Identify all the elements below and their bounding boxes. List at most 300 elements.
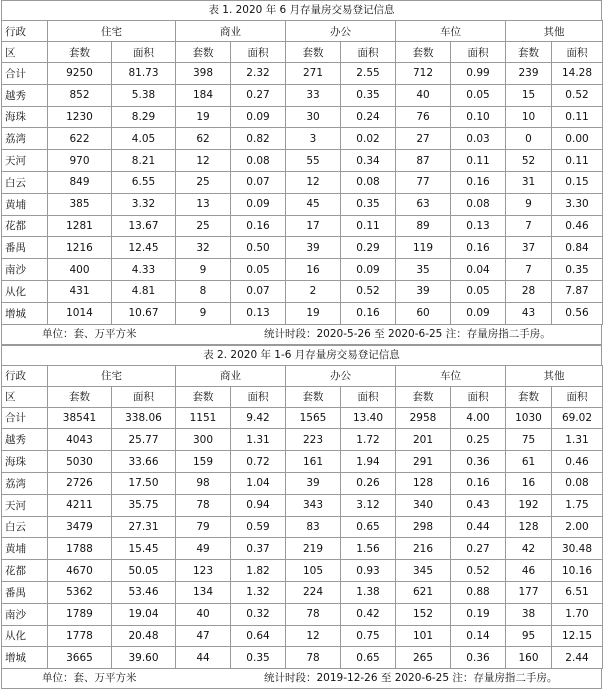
- value-cell: 53.46: [112, 581, 176, 603]
- value-cell: 4.00: [451, 407, 506, 429]
- table-row: [2, 538, 603, 560]
- value-cell: 161: [286, 451, 341, 473]
- value-cell: 216: [396, 538, 451, 560]
- group-header-residential: 住宅: [48, 365, 176, 386]
- value-cell: 60: [396, 302, 451, 324]
- value-cell: 184: [176, 84, 231, 106]
- table-row: [2, 128, 603, 150]
- value-cell: 0.65: [341, 647, 396, 669]
- table-row: [2, 451, 603, 473]
- sub-header-area: 面积: [451, 386, 506, 407]
- value-cell: 0.26: [341, 472, 396, 494]
- value-cell: 0.35: [231, 647, 286, 669]
- value-cell: 0: [506, 128, 552, 150]
- value-cell: 1.31: [552, 429, 603, 451]
- value-cell: 0.27: [451, 538, 506, 560]
- group-header-office: 办公: [286, 21, 396, 42]
- table2-title: 表 2. 2020 年 1-6 月存量房交易登记信息: [1, 345, 602, 365]
- district-cell: 番禺: [2, 237, 48, 259]
- value-cell: 35.75: [112, 494, 176, 516]
- value-cell: 0.09: [341, 259, 396, 281]
- value-cell: 32: [176, 237, 231, 259]
- sub-header-count: 套数: [396, 386, 451, 407]
- value-cell: 2.32: [231, 63, 286, 85]
- value-cell: 0.05: [451, 280, 506, 302]
- value-cell: 105: [286, 560, 341, 582]
- value-cell: 0.16: [451, 472, 506, 494]
- value-cell: 1788: [48, 538, 112, 560]
- value-cell: 1.75: [552, 494, 603, 516]
- value-cell: 0.05: [451, 84, 506, 106]
- value-cell: 400: [48, 259, 112, 281]
- value-cell: 1565: [286, 407, 341, 429]
- value-cell: 6.51: [552, 581, 603, 603]
- value-cell: 0.27: [231, 84, 286, 106]
- value-cell: 1216: [48, 237, 112, 259]
- value-cell: 20.48: [112, 625, 176, 647]
- table-row: [2, 259, 603, 281]
- value-cell: 17.50: [112, 472, 176, 494]
- table1-title: 表 1. 2020 年 6 月存量房交易登记信息: [1, 0, 602, 20]
- table-row: [2, 625, 603, 647]
- value-cell: 33: [286, 84, 341, 106]
- table2: [1, 365, 603, 670]
- table-row: [2, 193, 603, 215]
- value-cell: 0.16: [451, 171, 506, 193]
- value-cell: 0.05: [231, 259, 286, 281]
- value-cell: 7.87: [552, 280, 603, 302]
- value-cell: 9: [176, 302, 231, 324]
- value-cell: 0.35: [552, 259, 603, 281]
- value-cell: 1030: [506, 407, 552, 429]
- value-cell: 0.35: [341, 193, 396, 215]
- table2-note: 统计时段：2019-12-26 至 2020-6-25 注：存量房指二手房。: [264, 672, 558, 685]
- value-cell: 27.31: [112, 516, 176, 538]
- district-cell: 合计: [2, 63, 48, 85]
- table1-unit: 单位：套、万平方米: [42, 327, 137, 340]
- value-cell: 0.25: [451, 429, 506, 451]
- value-cell: 2958: [396, 407, 451, 429]
- value-cell: 849: [48, 171, 112, 193]
- value-cell: 970: [48, 150, 112, 172]
- value-cell: 1.32: [231, 581, 286, 603]
- table-row: [2, 494, 603, 516]
- district-cell: 白云: [2, 171, 48, 193]
- sub-header-count: 套数: [506, 42, 552, 63]
- sub-header-count: 套数: [48, 386, 112, 407]
- value-cell: 2.55: [341, 63, 396, 85]
- value-cell: 16: [506, 472, 552, 494]
- value-cell: 8: [176, 280, 231, 302]
- district-cell: 南沙: [2, 259, 48, 281]
- group-header-parking: 车位: [396, 365, 506, 386]
- value-cell: 38541: [48, 407, 112, 429]
- sub-header-count: 套数: [176, 386, 231, 407]
- value-cell: 30: [286, 106, 341, 128]
- value-cell: 89: [396, 215, 451, 237]
- value-cell: 0.64: [231, 625, 286, 647]
- value-cell: 0.11: [552, 150, 603, 172]
- sub-header-area: 面积: [451, 42, 506, 63]
- district-cell: 花都: [2, 560, 48, 582]
- value-cell: 0.02: [341, 128, 396, 150]
- value-cell: 852: [48, 84, 112, 106]
- table-row: [2, 215, 603, 237]
- value-cell: 15.45: [112, 538, 176, 560]
- value-cell: 0.19: [451, 603, 506, 625]
- table-row: [2, 581, 603, 603]
- table2-body: [2, 407, 603, 669]
- district-cell: 增城: [2, 647, 48, 669]
- value-cell: 31: [506, 171, 552, 193]
- value-cell: 1.31: [231, 429, 286, 451]
- value-cell: 0.09: [231, 193, 286, 215]
- value-cell: 0.16: [451, 237, 506, 259]
- value-cell: 76: [396, 106, 451, 128]
- table-row: [2, 407, 603, 429]
- value-cell: 177: [506, 581, 552, 603]
- table-row: [2, 560, 603, 582]
- value-cell: 1230: [48, 106, 112, 128]
- value-cell: 0.43: [451, 494, 506, 516]
- value-cell: 0.65: [341, 516, 396, 538]
- value-cell: 3479: [48, 516, 112, 538]
- value-cell: 0.72: [231, 451, 286, 473]
- value-cell: 78: [286, 647, 341, 669]
- table-row: [2, 516, 603, 538]
- value-cell: 78: [286, 603, 341, 625]
- value-cell: 192: [506, 494, 552, 516]
- value-cell: 128: [396, 472, 451, 494]
- value-cell: 1.82: [231, 560, 286, 582]
- value-cell: 0.14: [451, 625, 506, 647]
- value-cell: 39: [286, 472, 341, 494]
- value-cell: 25: [176, 215, 231, 237]
- value-cell: 3: [286, 128, 341, 150]
- value-cell: 0.10: [451, 106, 506, 128]
- value-cell: 0.46: [552, 215, 603, 237]
- value-cell: 159: [176, 451, 231, 473]
- table-row: [2, 302, 603, 324]
- value-cell: 4.33: [112, 259, 176, 281]
- value-cell: 2.44: [552, 647, 603, 669]
- district-cell: 增城: [2, 302, 48, 324]
- value-cell: 0.32: [231, 603, 286, 625]
- table-row: [2, 472, 603, 494]
- value-cell: 219: [286, 538, 341, 560]
- value-cell: 12.45: [112, 237, 176, 259]
- value-cell: 271: [286, 63, 341, 85]
- value-cell: 0.36: [451, 647, 506, 669]
- value-cell: 431: [48, 280, 112, 302]
- sub-header-count: 套数: [48, 42, 112, 63]
- value-cell: 1.56: [341, 538, 396, 560]
- value-cell: 0.13: [231, 302, 286, 324]
- sub-header-area: 面积: [112, 42, 176, 63]
- value-cell: 398: [176, 63, 231, 85]
- sub-header-count: 套数: [286, 386, 341, 407]
- value-cell: 10.67: [112, 302, 176, 324]
- value-cell: 0.34: [341, 150, 396, 172]
- value-cell: 79: [176, 516, 231, 538]
- value-cell: 201: [396, 429, 451, 451]
- value-cell: 49: [176, 538, 231, 560]
- sub-header-area: 面积: [112, 386, 176, 407]
- district-cell: 黄埔: [2, 193, 48, 215]
- value-cell: 0.07: [231, 280, 286, 302]
- value-cell: 9: [176, 259, 231, 281]
- district-cell: 花都: [2, 215, 48, 237]
- value-cell: 9250: [48, 63, 112, 85]
- value-cell: 123: [176, 560, 231, 582]
- value-cell: 0.07: [231, 171, 286, 193]
- value-cell: 1778: [48, 625, 112, 647]
- value-cell: 44: [176, 647, 231, 669]
- value-cell: 0.08: [552, 472, 603, 494]
- district-cell: 荔湾: [2, 472, 48, 494]
- district-cell: 从化: [2, 625, 48, 647]
- value-cell: 16: [286, 259, 341, 281]
- value-cell: 0.16: [231, 215, 286, 237]
- value-cell: 52: [506, 150, 552, 172]
- value-cell: 0.50: [231, 237, 286, 259]
- group-header-office: 办公: [286, 365, 396, 386]
- value-cell: 0.08: [231, 150, 286, 172]
- district-cell: 天河: [2, 150, 48, 172]
- table-row: [2, 84, 603, 106]
- sub-header-count: 套数: [176, 42, 231, 63]
- value-cell: 0.03: [451, 128, 506, 150]
- value-cell: 0.82: [231, 128, 286, 150]
- district-cell: 从化: [2, 280, 48, 302]
- value-cell: 12: [176, 150, 231, 172]
- table1-body: [2, 63, 603, 325]
- value-cell: 0.00: [552, 128, 603, 150]
- value-cell: 19.04: [112, 603, 176, 625]
- value-cell: 12: [286, 171, 341, 193]
- value-cell: 14.28: [552, 63, 603, 85]
- value-cell: 37: [506, 237, 552, 259]
- value-cell: 30.48: [552, 538, 603, 560]
- table2-block: [1, 345, 602, 689]
- table-row: [2, 429, 603, 451]
- value-cell: 10: [506, 106, 552, 128]
- value-cell: 0.04: [451, 259, 506, 281]
- value-cell: 5030: [48, 451, 112, 473]
- value-cell: 3.12: [341, 494, 396, 516]
- value-cell: 0.59: [231, 516, 286, 538]
- value-cell: 25: [176, 171, 231, 193]
- district-cell: 越秀: [2, 429, 48, 451]
- value-cell: 0.46: [552, 451, 603, 473]
- table-row: [2, 150, 603, 172]
- value-cell: 0.13: [451, 215, 506, 237]
- value-cell: 340: [396, 494, 451, 516]
- value-cell: 46: [506, 560, 552, 582]
- value-cell: 712: [396, 63, 451, 85]
- value-cell: 15: [506, 84, 552, 106]
- value-cell: 95: [506, 625, 552, 647]
- district-cell: 南沙: [2, 603, 48, 625]
- value-cell: 1014: [48, 302, 112, 324]
- value-cell: 1151: [176, 407, 231, 429]
- value-cell: 9.42: [231, 407, 286, 429]
- value-cell: 33.66: [112, 451, 176, 473]
- value-cell: 78: [176, 494, 231, 516]
- value-cell: 63: [396, 193, 451, 215]
- value-cell: 4670: [48, 560, 112, 582]
- value-cell: 0.56: [552, 302, 603, 324]
- value-cell: 0.52: [341, 280, 396, 302]
- value-cell: 0.11: [552, 106, 603, 128]
- value-cell: 40: [396, 84, 451, 106]
- value-cell: 119: [396, 237, 451, 259]
- value-cell: 13: [176, 193, 231, 215]
- value-cell: 0.09: [451, 302, 506, 324]
- value-cell: 98: [176, 472, 231, 494]
- sub-header-area: 面积: [231, 42, 286, 63]
- value-cell: 12: [286, 625, 341, 647]
- district-header: 行政: [2, 365, 48, 386]
- sub-header-count: 套数: [396, 42, 451, 63]
- district-cell: 海珠: [2, 451, 48, 473]
- value-cell: 17: [286, 215, 341, 237]
- value-cell: 4.81: [112, 280, 176, 302]
- group-header-other: 其他: [506, 21, 603, 42]
- value-cell: 0.09: [231, 106, 286, 128]
- value-cell: 38: [506, 603, 552, 625]
- value-cell: 19: [286, 302, 341, 324]
- value-cell: 39: [286, 237, 341, 259]
- value-cell: 0.24: [341, 106, 396, 128]
- value-cell: 0.08: [341, 171, 396, 193]
- district-cell: 荔湾: [2, 128, 48, 150]
- value-cell: 0.99: [451, 63, 506, 85]
- district-cell: 黄埔: [2, 538, 48, 560]
- value-cell: 0.11: [341, 215, 396, 237]
- value-cell: 345: [396, 560, 451, 582]
- value-cell: 0.42: [341, 603, 396, 625]
- report: [1, 0, 602, 689]
- value-cell: 343: [286, 494, 341, 516]
- value-cell: 77: [396, 171, 451, 193]
- table-row: [2, 106, 603, 128]
- group-header-commercial: 商业: [176, 365, 286, 386]
- value-cell: 69.02: [552, 407, 603, 429]
- value-cell: 62: [176, 128, 231, 150]
- table-row: [2, 647, 603, 669]
- district-cell: 合计: [2, 407, 48, 429]
- table-row: [2, 171, 603, 193]
- district-cell: 海珠: [2, 106, 48, 128]
- value-cell: 50.05: [112, 560, 176, 582]
- value-cell: 338.06: [112, 407, 176, 429]
- district-header-2: 区: [2, 386, 48, 407]
- value-cell: 152: [396, 603, 451, 625]
- table2-footer: [1, 669, 602, 689]
- value-cell: 385: [48, 193, 112, 215]
- value-cell: 39: [396, 280, 451, 302]
- value-cell: 0.88: [451, 581, 506, 603]
- value-cell: 3.30: [552, 193, 603, 215]
- value-cell: 4043: [48, 429, 112, 451]
- value-cell: 0.52: [552, 84, 603, 106]
- value-cell: 0.93: [341, 560, 396, 582]
- value-cell: 27: [396, 128, 451, 150]
- value-cell: 2: [286, 280, 341, 302]
- sub-header-area: 面积: [341, 386, 396, 407]
- district-cell: 白云: [2, 516, 48, 538]
- district-cell: 天河: [2, 494, 48, 516]
- value-cell: 0.52: [451, 560, 506, 582]
- table1-block: [1, 0, 602, 345]
- sub-header-area: 面积: [231, 386, 286, 407]
- table-row: [2, 237, 603, 259]
- value-cell: 160: [506, 647, 552, 669]
- value-cell: 223: [286, 429, 341, 451]
- value-cell: 1.70: [552, 603, 603, 625]
- value-cell: 9: [506, 193, 552, 215]
- group-header-commercial: 商业: [176, 21, 286, 42]
- sub-header-count: 套数: [506, 386, 552, 407]
- value-cell: 0.15: [552, 171, 603, 193]
- value-cell: 87: [396, 150, 451, 172]
- value-cell: 4211: [48, 494, 112, 516]
- district-cell: 番禺: [2, 581, 48, 603]
- value-cell: 1789: [48, 603, 112, 625]
- value-cell: 5362: [48, 581, 112, 603]
- value-cell: 42: [506, 538, 552, 560]
- value-cell: 81.73: [112, 63, 176, 85]
- value-cell: 239: [506, 63, 552, 85]
- group-header-other: 其他: [506, 365, 603, 386]
- value-cell: 40: [176, 603, 231, 625]
- value-cell: 1.38: [341, 581, 396, 603]
- value-cell: 75: [506, 429, 552, 451]
- value-cell: 2.00: [552, 516, 603, 538]
- value-cell: 19: [176, 106, 231, 128]
- value-cell: 0.35: [341, 84, 396, 106]
- value-cell: 291: [396, 451, 451, 473]
- table1-footer: [1, 325, 602, 345]
- value-cell: 28: [506, 280, 552, 302]
- district-header-2: 区: [2, 42, 48, 63]
- value-cell: 4.05: [112, 128, 176, 150]
- value-cell: 0.84: [552, 237, 603, 259]
- value-cell: 0.08: [451, 193, 506, 215]
- value-cell: 0.11: [451, 150, 506, 172]
- value-cell: 621: [396, 581, 451, 603]
- value-cell: 1.94: [341, 451, 396, 473]
- table1-note: 统计时段：2020-5-26 至 2020-6-25 注：存量房指二手房。: [264, 327, 551, 340]
- value-cell: 2726: [48, 472, 112, 494]
- group-header-residential: 住宅: [48, 21, 176, 42]
- value-cell: 224: [286, 581, 341, 603]
- value-cell: 1281: [48, 215, 112, 237]
- value-cell: 43: [506, 302, 552, 324]
- value-cell: 7: [506, 259, 552, 281]
- table-row: [2, 63, 603, 85]
- value-cell: 128: [506, 516, 552, 538]
- value-cell: 622: [48, 128, 112, 150]
- value-cell: 0.16: [341, 302, 396, 324]
- group-header-parking: 车位: [396, 21, 506, 42]
- value-cell: 5.38: [112, 84, 176, 106]
- value-cell: 55: [286, 150, 341, 172]
- value-cell: 39.60: [112, 647, 176, 669]
- sub-header-area: 面积: [552, 386, 603, 407]
- value-cell: 0.37: [231, 538, 286, 560]
